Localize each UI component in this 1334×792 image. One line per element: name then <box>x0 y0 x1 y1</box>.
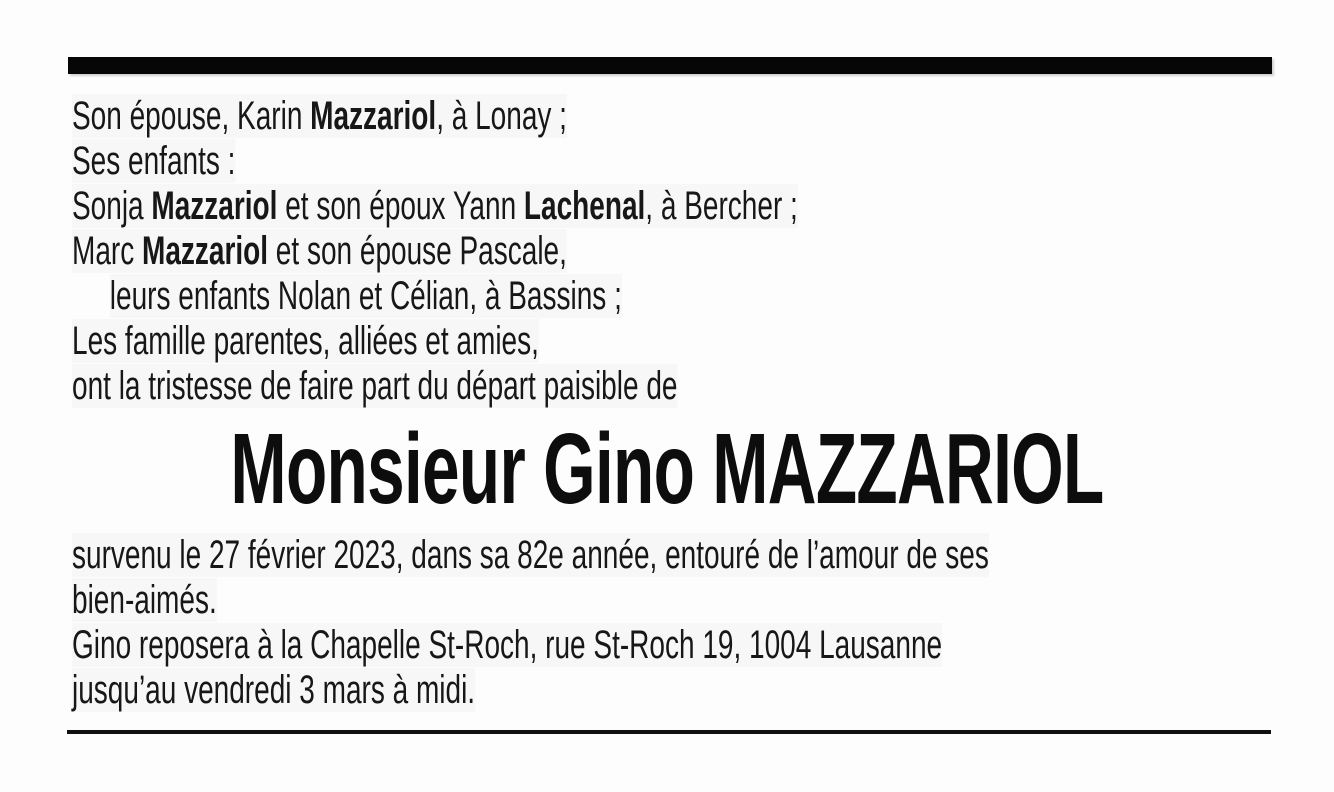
notice-text-segment: leurs enfants Nolan et Célian, à Bassins ; <box>109 274 622 318</box>
notice-line <box>72 319 798 364</box>
notice-line <box>72 274 798 319</box>
notice-line <box>72 578 989 623</box>
bottom-rule <box>67 730 1271 734</box>
notice-text-segment: jusqu’au vendredi 3 mars à midi. <box>72 668 476 712</box>
notice-text-segment: Son épouse, Karin <box>72 94 311 138</box>
notice-text-segment: , à Lonay ; <box>436 94 567 138</box>
top-black-bar <box>68 57 1272 74</box>
notice-line <box>72 533 989 578</box>
notice-line <box>72 94 798 139</box>
family-surname-bold: Mazzariol <box>142 229 269 273</box>
family-surname-bold: Lachenal <box>523 184 646 228</box>
notice-line <box>72 668 989 713</box>
notice-text-segment: Ses enfants : <box>72 139 236 183</box>
notice-line <box>72 229 798 274</box>
family-lines-block <box>72 94 798 409</box>
notice-text-segment: bien-aimés. <box>72 578 217 622</box>
notice-text-segment: survenu le 27 février 2023, dans sa 82e année, entouré de l’amour de ses <box>72 533 989 577</box>
notice-text-segment: Sonja <box>72 184 152 228</box>
notice-text-segment: Gino reposera à la Chapelle St-Roch, rue St-Roch 19, 1004 Lausanne <box>72 623 943 667</box>
details-lines-block <box>72 533 989 713</box>
notice-line <box>72 184 798 229</box>
notice-text-segment: , à Bercher ; <box>645 184 798 228</box>
notice-text-segment: ont la tristesse de faire part du départ paisible de <box>72 364 678 408</box>
notice-text-segment: et son époux Yann <box>277 184 524 228</box>
notice-text-segment: Les famille parentes, alliées et amies, <box>72 319 539 363</box>
notice-line <box>72 139 798 184</box>
notice-line <box>72 364 798 409</box>
family-surname-bold: Mazzariol <box>151 184 278 228</box>
notice-text-segment: Marc <box>72 229 142 273</box>
family-surname-bold: Mazzariol <box>310 94 437 138</box>
deceased-name-title: Monsieur Gino MAZZARIOL <box>230 413 1104 525</box>
notice-line <box>72 623 989 668</box>
notice-text-segment: et son épouse Pascale, <box>268 229 567 273</box>
